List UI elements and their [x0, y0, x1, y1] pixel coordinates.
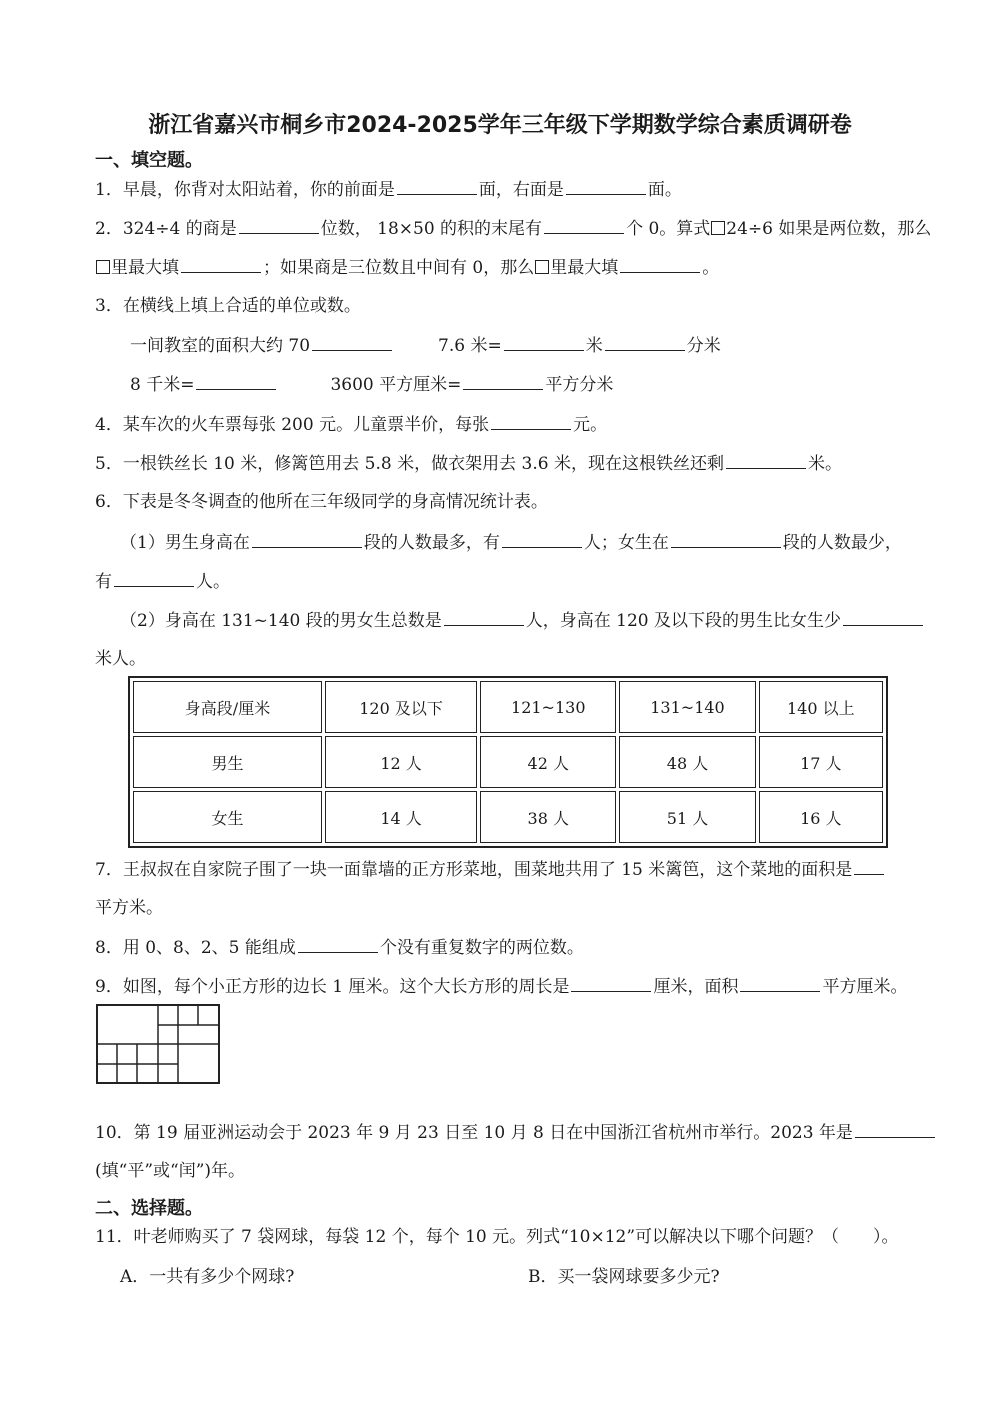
answer-blank[interactable]	[252, 531, 362, 548]
answer-blank[interactable]	[566, 178, 646, 195]
q10-text-a: 10．第 19 届亚洲运动会于 2023 年 9 月 23 日至 10 月 8 日在中国浙江省杭州市举行。2023 年是	[95, 1123, 853, 1143]
answer-blank[interactable]	[854, 858, 884, 875]
q8-text-a: 8．用 0、8、2、5 能组成	[95, 938, 296, 958]
q9-text-c: 平方厘米。	[822, 977, 908, 997]
q3-text-g: 平方分米	[545, 375, 614, 395]
answer-blank[interactable]	[605, 334, 685, 351]
question-3-row1	[130, 334, 721, 357]
q10-text-b: (填“平”或“闰”)年。	[95, 1161, 246, 1181]
table-header-row	[133, 681, 883, 733]
q4-text-b: 元。	[573, 415, 608, 435]
section-fill-heading: 一、填空题。	[95, 150, 203, 171]
q9-text-b: 厘米，面积	[653, 977, 739, 997]
question-6-part1-cont	[95, 570, 230, 593]
table-cell: 51 人	[619, 791, 755, 843]
table-cell: 12 人	[325, 736, 477, 788]
answer-blank[interactable]	[671, 531, 781, 548]
question-10-cont	[95, 1160, 245, 1182]
answer-blank[interactable]	[114, 570, 194, 587]
q4-text-a: 4．某车次的火车票每张 200 元。儿童票半价，每张	[95, 415, 490, 435]
question-6-part2-cont	[95, 648, 146, 670]
q2-text-g: 里最大填	[550, 258, 619, 278]
q2-text-f: ；如果商是三位数且中间有 0，那么	[263, 258, 535, 278]
table-cell: 17 人	[759, 736, 883, 788]
q2-text-c: 个 0。算式	[626, 219, 711, 239]
q2-text-d: 24÷6 如果是两位数，那么	[726, 219, 932, 239]
question-4	[95, 413, 607, 436]
q6-text-p1b: 段的人数最多，有	[363, 533, 500, 553]
question-6-part1	[120, 531, 902, 554]
answer-blank[interactable]	[444, 609, 524, 626]
question-2-cont	[95, 256, 719, 279]
q6-text-p1d: 段的人数最少，	[782, 533, 902, 553]
q1-text-a: 1．早晨，你背对太阳站着，你的前面是	[95, 180, 395, 200]
table-cell: 48 人	[619, 736, 755, 788]
answer-blank[interactable]	[196, 373, 276, 390]
height-stats-table	[128, 676, 888, 848]
q3-text-c: 米	[585, 336, 603, 356]
question-11	[95, 1226, 899, 1248]
question-7	[95, 858, 886, 881]
q2-text-a: 2．324÷4 的商是	[95, 219, 237, 239]
table-cell: 16 人	[759, 791, 883, 843]
answer-blank[interactable]	[463, 373, 543, 390]
q1-text-c: 面。	[647, 180, 682, 200]
q1-text-b: 面，右面是	[478, 180, 564, 200]
table-header-cell: 140 以上	[759, 681, 883, 733]
answer-blank[interactable]	[491, 413, 571, 430]
question-6	[95, 491, 548, 513]
answer-blank[interactable]	[544, 217, 624, 234]
answer-blank[interactable]	[298, 936, 378, 953]
answer-blank[interactable]	[620, 256, 700, 273]
question-9	[95, 975, 907, 998]
q6-text-p2c: 米人。	[95, 649, 146, 669]
table-header-cell: 120 及以下	[325, 681, 477, 733]
q3-text-a: 一间教室的面积大约 70	[130, 336, 311, 356]
q7-text-a: 7．王叔叔在自家院子围了一块一面靠墙的正方形菜地，围菜地共用了 15 米篱笆，这个菜地的面积是	[95, 860, 853, 880]
table-row	[133, 736, 883, 788]
q6-text-p2a: （2）身高在 131~140 段的男女生总数是	[120, 611, 442, 631]
table-header-cell: 身高段/厘米	[133, 681, 322, 733]
q2-text-b: 位数， 18×50 的积的末尾有	[320, 219, 543, 239]
answer-blank[interactable]	[181, 256, 261, 273]
q3-text-e: 8 千米=	[130, 375, 195, 395]
rectangle-grid-figure	[96, 1004, 220, 1084]
table-cell: 14 人	[325, 791, 477, 843]
table-cell: 38 人	[480, 791, 616, 843]
q5-text-a: 5．一根铁丝长 10 米，修篱笆用去 5.8 米，做衣架用去 3.6 米，现在这根铁丝还剩	[95, 454, 724, 474]
q8-text-b: 个没有重复数字的两位数。	[379, 938, 584, 958]
table-row	[133, 791, 883, 843]
q6-stem: 6．下表是冬冬调查的他所在三年级同学的身高情况统计表。	[95, 492, 548, 512]
q6-text-p1a: （1）男生身高在	[120, 533, 250, 553]
empty-box-icon	[711, 221, 725, 235]
page-title: 浙江省嘉兴市桐乡市2024-2025学年三年级下学期数学综合素质调研卷	[148, 113, 852, 138]
question-5	[95, 452, 842, 475]
answer-blank[interactable]	[855, 1121, 935, 1138]
q5-text-b: 米。	[807, 454, 842, 474]
q11-stem: 11．叶老师购买了 7 袋网球，每袋 12 个，每个 10 元。列式“10×12”可以解决以下哪个问题？（ ）。	[95, 1227, 899, 1247]
section-choice-heading: 二、选择题。	[95, 1198, 203, 1219]
q3-text-f: 3600 平方厘米=	[330, 375, 462, 395]
answer-blank[interactable]	[502, 531, 582, 548]
q2-text-h: 。	[702, 258, 720, 278]
answer-blank[interactable]	[312, 334, 392, 351]
question-1	[95, 178, 682, 201]
answer-blank[interactable]	[397, 178, 477, 195]
empty-box-icon	[535, 260, 549, 274]
answer-blank[interactable]	[843, 609, 923, 626]
q2-text-e: 里最大填	[111, 258, 179, 278]
q6-text-p2b: 人，身高在 120 及以下段的男生比女生少	[525, 611, 842, 631]
question-10	[95, 1121, 937, 1144]
q3-stem: 3．在横线上填上合适的单位或数。	[95, 296, 361, 316]
answer-blank[interactable]	[740, 975, 820, 992]
table-cell: 女生	[133, 791, 322, 843]
answer-blank[interactable]	[239, 217, 319, 234]
q6-text-p1c: 人；女生在	[583, 533, 669, 553]
table-cell: 42 人	[480, 736, 616, 788]
question-3-row2	[130, 373, 613, 396]
question-7-cont	[95, 897, 163, 919]
q3-text-d: 分米	[686, 336, 721, 356]
empty-box-icon	[96, 260, 110, 274]
table-header-cell: 131~140	[619, 681, 755, 733]
question-6-part2	[120, 609, 925, 632]
answer-blank[interactable]	[726, 452, 806, 469]
question-8	[95, 936, 584, 959]
answer-blank[interactable]	[504, 334, 584, 351]
answer-blank[interactable]	[571, 975, 651, 992]
table-cell: 男生	[133, 736, 322, 788]
q6-text-p1e: 有	[95, 572, 112, 592]
q9-text-a: 9．如图，每个小正方形的边长 1 厘米。这个大长方形的周长是	[95, 977, 570, 997]
q3-text-b: 7.6 米=	[438, 336, 502, 356]
q6-text-p1f: 人。	[196, 572, 230, 592]
question-2	[95, 217, 931, 240]
q7-text-b: 平方米。	[95, 898, 163, 918]
q11-option-a[interactable]: A．一共有多少个网球?	[120, 1267, 295, 1287]
table-header-cell: 121~130	[480, 681, 616, 733]
question-3	[95, 295, 361, 317]
q11-option-b[interactable]: B．买一袋网球要多少元?	[528, 1267, 720, 1287]
